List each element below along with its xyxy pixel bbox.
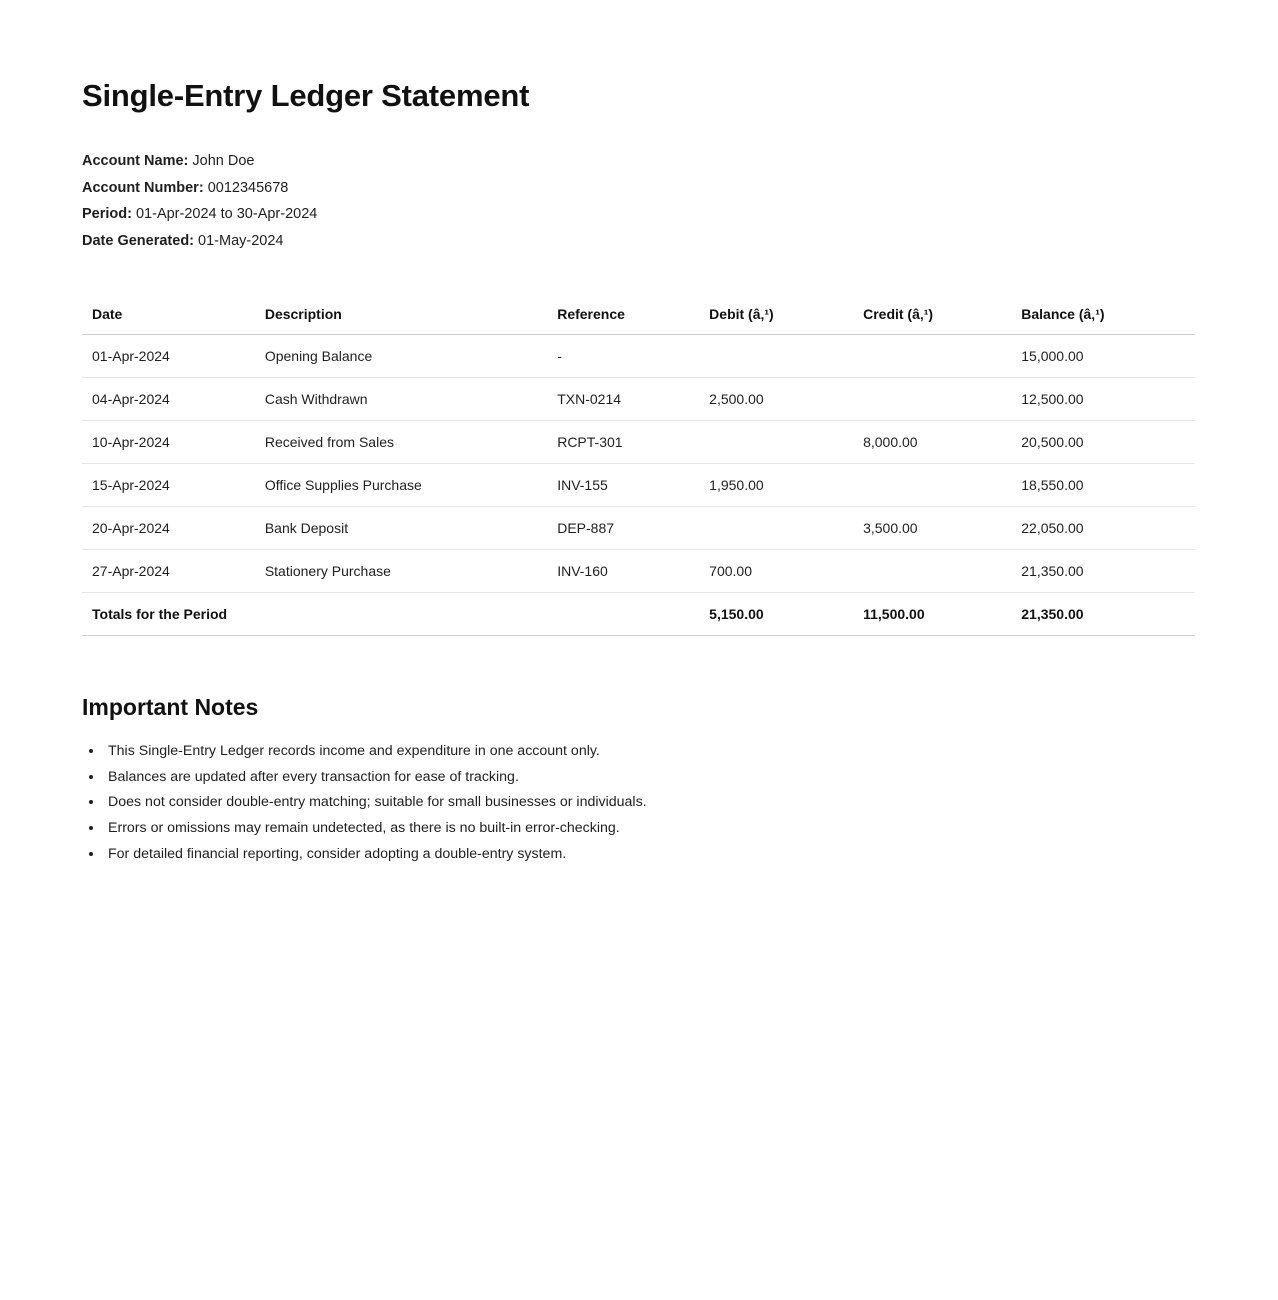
list-item: • Errors or omissions may remain undetected, as there is no built-in error-checking. bbox=[104, 816, 1198, 842]
meta-row-period bbox=[82, 201, 1198, 228]
cell-balance: 20,500.00 bbox=[1011, 421, 1195, 464]
cell-description: Stationery Purchase bbox=[255, 550, 547, 593]
meta-value: 01-May-2024 bbox=[198, 232, 284, 249]
cell-description: Office Supplies Purchase bbox=[255, 464, 547, 507]
table-row bbox=[82, 421, 1195, 464]
table-row bbox=[82, 550, 1195, 593]
meta-row-date-generated bbox=[82, 228, 1198, 255]
column-header-balance: Balance (â‚¹) bbox=[1011, 298, 1195, 335]
cell-date: 04-Apr-2024 bbox=[82, 378, 255, 421]
meta-row-account-name bbox=[82, 148, 1198, 175]
totals-debit: 5,150.00 bbox=[699, 593, 853, 636]
cell-balance: 18,550.00 bbox=[1011, 464, 1195, 507]
meta-row-account-number bbox=[82, 175, 1198, 202]
ledger-table bbox=[82, 298, 1195, 636]
table-header-row bbox=[82, 298, 1195, 335]
cell-balance: 12,500.00 bbox=[1011, 378, 1195, 421]
page-title: Single-Entry Ledger Statement bbox=[82, 78, 530, 113]
column-header-description: Description bbox=[255, 298, 547, 335]
cell-credit bbox=[853, 335, 1011, 378]
meta-label: Account Number: bbox=[82, 179, 204, 196]
meta-label: Period: bbox=[82, 206, 132, 222]
totals-credit: 11,500.00 bbox=[853, 593, 1011, 636]
table-row bbox=[82, 378, 1195, 421]
column-header-date: Date bbox=[82, 298, 255, 335]
totals-balance: 21,350.00 bbox=[1011, 593, 1195, 636]
cell-debit: 700.00 bbox=[699, 550, 853, 593]
list-item: • This Single-Entry Ledger records income and expenditure in one account only. bbox=[104, 739, 1198, 765]
cell-description: Cash Withdrawn bbox=[255, 378, 547, 421]
cell-credit bbox=[853, 464, 1011, 507]
list-item: • Does not consider double-entry matching; suitable for small businesses or individuals. bbox=[104, 790, 1198, 816]
table-row bbox=[82, 507, 1195, 550]
cell-reference: RCPT-301 bbox=[547, 421, 699, 464]
notes-title: Important Notes bbox=[82, 694, 259, 720]
meta-value: 01-Apr-2024 to 30-Apr-2024 bbox=[135, 206, 318, 222]
cell-date: 27-Apr-2024 bbox=[82, 550, 255, 593]
account-meta-block bbox=[82, 148, 1198, 254]
cell-debit: 1,950.00 bbox=[699, 464, 853, 507]
cell-credit: 8,000.00 bbox=[853, 421, 1011, 464]
cell-date: 10-Apr-2024 bbox=[82, 421, 255, 464]
cell-debit: 2,500.00 bbox=[699, 378, 853, 421]
table-row bbox=[82, 464, 1195, 507]
column-header-reference: Reference bbox=[547, 298, 699, 335]
cell-reference: DEP-887 bbox=[547, 507, 699, 550]
cell-date: 01-Apr-2024 bbox=[82, 335, 255, 378]
cell-balance: 22,050.00 bbox=[1011, 507, 1195, 550]
cell-credit bbox=[853, 550, 1011, 593]
cell-reference: INV-160 bbox=[547, 550, 699, 593]
cell-balance: 21,350.00 bbox=[1011, 550, 1195, 593]
cell-reference: INV-155 bbox=[547, 464, 699, 507]
meta-label: Date Generated: bbox=[82, 232, 195, 249]
list-item: • For detailed financial reporting, consider adopting a double-entry system. bbox=[104, 842, 1198, 868]
column-header-credit: Credit (â‚¹) bbox=[853, 298, 1011, 335]
cell-description: Bank Deposit bbox=[255, 507, 547, 550]
cell-reference: - bbox=[547, 335, 699, 378]
cell-debit bbox=[699, 335, 853, 378]
list-item: • Balances are updated after every transaction for ease of tracking. bbox=[104, 765, 1198, 791]
notes-list bbox=[82, 739, 1198, 868]
totals-description bbox=[255, 593, 547, 636]
cell-date: 15-Apr-2024 bbox=[82, 464, 255, 507]
cell-balance: 15,000.00 bbox=[1011, 335, 1195, 378]
column-header-debit: Debit (â‚¹) bbox=[699, 298, 853, 335]
cell-debit bbox=[699, 507, 853, 550]
cell-date: 20-Apr-2024 bbox=[82, 507, 255, 550]
cell-credit: 3,500.00 bbox=[853, 507, 1011, 550]
table-totals-row bbox=[82, 593, 1195, 636]
cell-reference: TXN-0214 bbox=[547, 378, 699, 421]
cell-credit bbox=[853, 378, 1011, 421]
table-row bbox=[82, 335, 1195, 378]
cell-debit bbox=[699, 421, 853, 464]
cell-description: Received from Sales bbox=[255, 421, 547, 464]
meta-value: 0012345678 bbox=[207, 179, 289, 196]
totals-label: Totals for the Period bbox=[82, 593, 255, 636]
totals-reference bbox=[547, 593, 699, 636]
meta-label: Account Name: bbox=[82, 153, 189, 169]
meta-value: John Doe bbox=[192, 153, 255, 169]
cell-description: Opening Balance bbox=[255, 335, 547, 378]
